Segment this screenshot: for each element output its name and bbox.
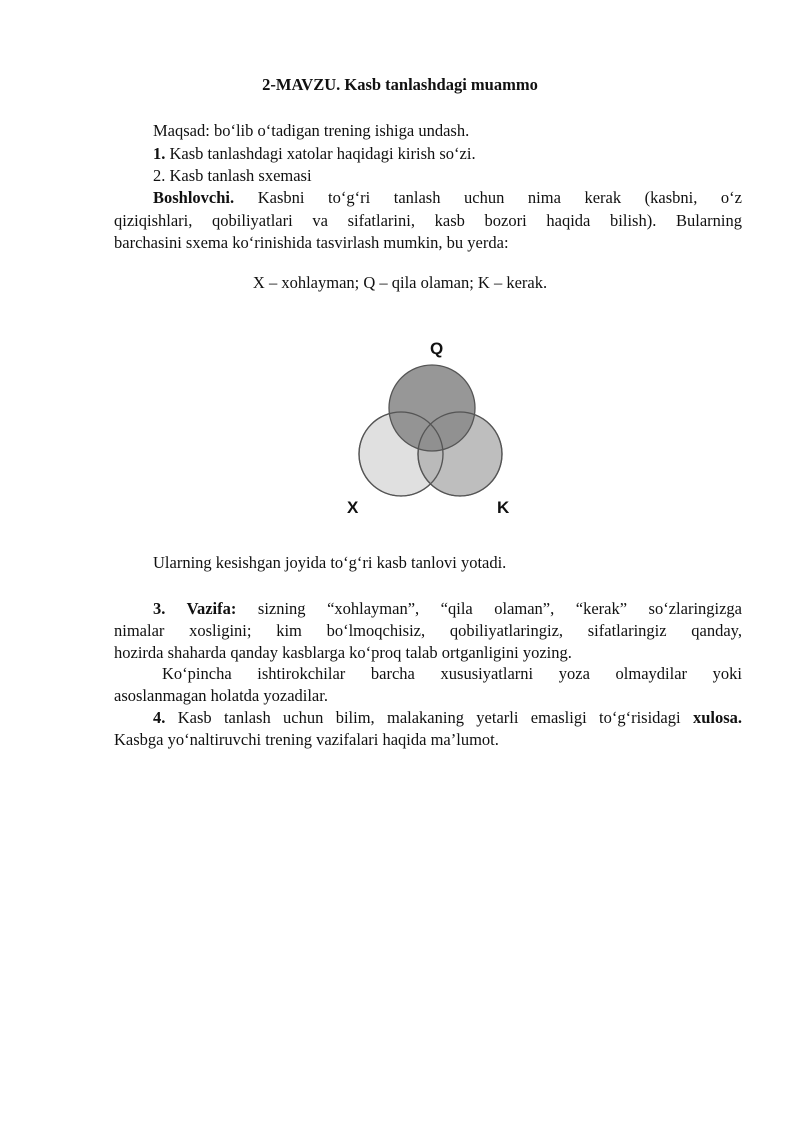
item-4-line-2: Kasbga yo‘naltiruvchi trening vazifalari haqida ma’lumot. [114, 730, 499, 749]
venn-label-x: X [347, 498, 359, 517]
legend-line: X – xohlayman; Q – qila olaman; K – kerak. [252, 273, 548, 292]
boshlovchi-label: Boshlovchi. [153, 188, 235, 207]
item-4-bold: xulosa. [692, 708, 742, 727]
item-4-text: Kasb tanlash uchun bilim, malakaning yetarli emasligi to‘g‘risidagi [165, 708, 693, 727]
conclusion-line: Ularning kesishgan joyida to‘g‘ri kasb tanlovi yotadi. [153, 553, 507, 572]
note-line-2: asoslanmagan holatda yozadilar. [114, 686, 328, 705]
vazifa-line-1 [153, 599, 742, 619]
boshlovchi-line-2: qiziqishlari, qobiliyatlari va sifatlarini, kasb bozori haqida bilish). Bularning [114, 211, 742, 230]
venn-circle-q [389, 365, 475, 451]
vazifa-line-2: nimalar xosligini; kim bo‘lmoqchisiz, qobiliyatlaringiz, sifatlaringiz qanday, [114, 621, 742, 640]
vazifa-text: sizning “xohlayman”, “qila olaman”, “kerak” so‘zlaringizga [236, 599, 743, 618]
list-item-1-number: 1. [153, 144, 166, 163]
venn-label-k: K [497, 498, 510, 517]
list-item-1 [153, 144, 476, 164]
item-4-number: 4. [153, 708, 166, 727]
venn-label-q: Q [430, 339, 444, 358]
item-4-line-1 [153, 708, 742, 728]
vazifa-label: 3. Vazifa: [153, 599, 237, 618]
page-title: 2-MAVZU. Kasb tanlashdagi muammo [262, 75, 538, 94]
note-line-1: Ko‘pincha ishtirokchilar barcha xususiyatlarni yoza olmaydilar yoki [162, 664, 742, 683]
vazifa-line-3: hozirda shaharda qanday kasblarga ko‘proq talab ortganligini yozing. [114, 643, 572, 662]
list-item-2: 2. Kasb tanlash sxemasi [153, 166, 312, 185]
boshlovchi-text: Kasbni to‘g‘ri tanlash uchun nima kerak (kasbni, o‘z [234, 188, 742, 207]
boshlovchi-line-1 [153, 188, 742, 208]
boshlovchi-line-3: barchasini sxema ko‘rinishida tasvirlash mumkin, bu yerda: [114, 233, 509, 252]
venn-diagram [340, 330, 520, 520]
list-item-1-text: Kasb tanlashdagi xatolar haqidagi kirish so‘zi. [165, 144, 476, 163]
goal-line: Maqsad: bo‘lib o‘tadigan trening ishiga undash. [153, 121, 470, 140]
